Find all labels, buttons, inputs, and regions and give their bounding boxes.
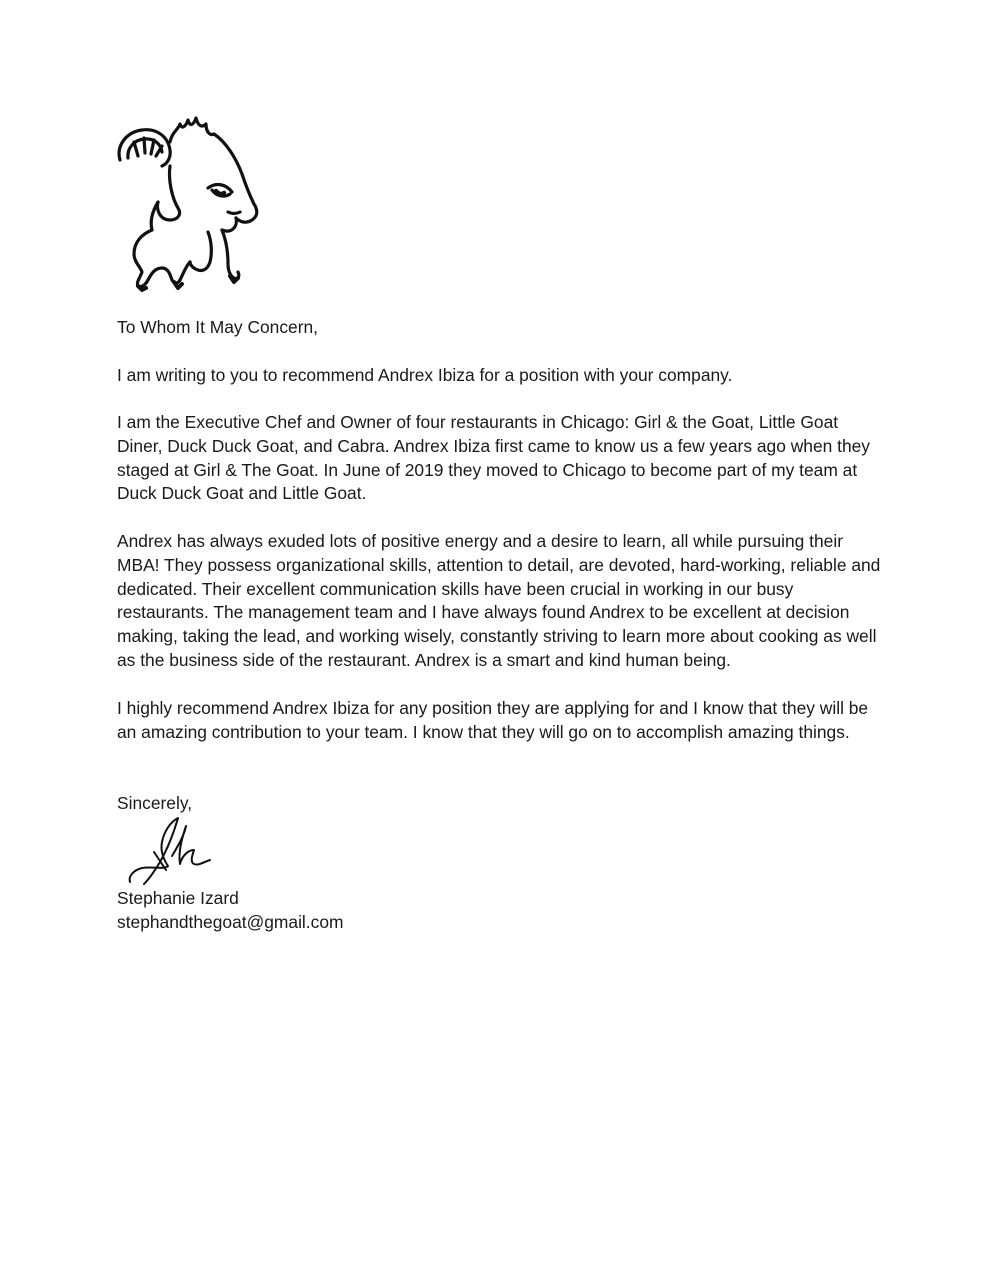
- salutation: To Whom It May Concern,: [117, 317, 319, 337]
- body-paragraph: I am writing to you to recommend Andrex Ibiza for a position with your company.: [117, 365, 733, 385]
- body-paragraph: I am the Executive Chef and Owner of four restaurants in Chicago: Girl & the Goat, Little Goat Diner, Duck Duck Goat, and Cabra. Andrex Ibiza first came to know us a few years ago when they staged at Girl & The Goat. In June of 2019 they moved to Chicago to become part of my team at Duck Duck Goat and Little Goat.: [117, 412, 870, 504]
- signer-name: Stephanie Izard: [117, 888, 239, 908]
- signer-email: stephandthegoat@gmail.com: [117, 912, 344, 932]
- body-paragraph: Andrex has always exuded lots of positive energy and a desire to learn, all while pursuing their MBA! They possess organizational skills, attention to detail, are devoted, hard-working, reliable and dedicated. Their excellent communication skills have been crucial in working in our busy restaurants. The management team and I have always found Andrex to be excellent at decision making, taking the lead, and working wisely, constantly striving to learn more about cooking as well as the business side of the restaurant. Andrex is a smart and kind human being.: [117, 531, 881, 670]
- handwritten-signature-icon: [124, 812, 216, 888]
- body-paragraph: I highly recommend Andrex Ibiza for any position they are applying for and I know that they will be an amazing contribution to your team. I know that they will go on to accomplish amazing things.: [117, 698, 869, 742]
- closing: Sincerely,: [117, 793, 193, 813]
- goat-logo-icon: [112, 112, 267, 294]
